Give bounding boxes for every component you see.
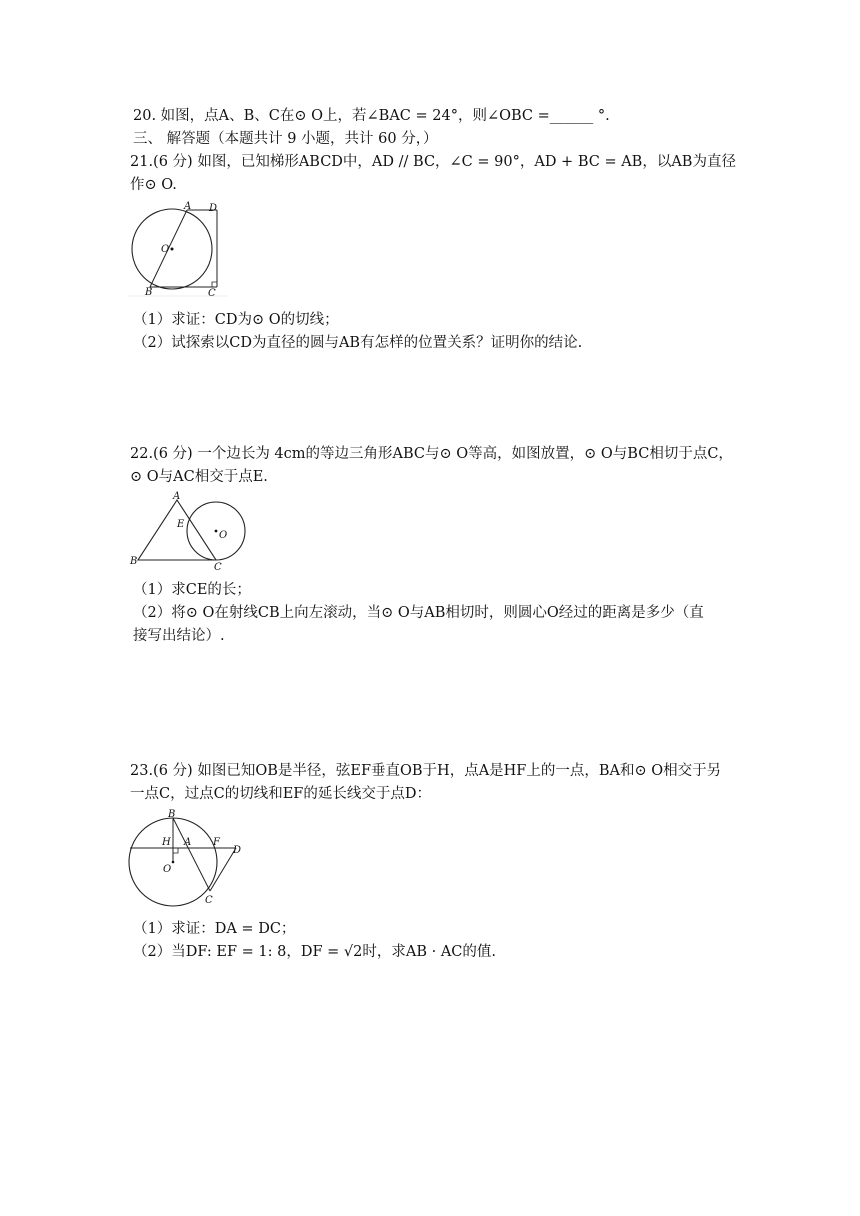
q21-text-line1: 21.(6 分) 如图，已知梯形ABCD中，AD // BC，∠C = 90°，AD + BC = AB，以AB为直径 xyxy=(130,154,736,170)
q22-text-line1: 22.(6 分) 一个边长为 4cm的等边三角形ABC与⊙ O等高，如图放置，⊙ O与BC相切于点C， xyxy=(130,446,733,462)
q23-label-d: D xyxy=(233,845,242,856)
q23-line-bc xyxy=(173,818,210,891)
q20-text: 20. 如图，点A、B、C在⊙ O上，若∠BAC = 24°，则∠OBC =______ °. xyxy=(133,108,610,124)
q22-center-dot xyxy=(215,530,218,533)
q21-right-angle-mark xyxy=(212,282,217,287)
q21-text-line2: 作⊙ O. xyxy=(130,177,177,193)
q23-part1: （1）求证：DA = DC； xyxy=(133,921,296,937)
q23-right-angle-mark xyxy=(173,848,178,853)
section-heading: 三、 解答题（本题共计 9 小题，共计 60 分，） xyxy=(133,131,438,147)
q22-figure xyxy=(128,490,248,572)
q21-label-c: C xyxy=(208,288,216,299)
q23-text-line2: 一点C，过点C的切线和EF的延长线交于点D： xyxy=(130,786,431,802)
q23-label-b: B xyxy=(168,809,176,820)
q23-label-h: H xyxy=(162,837,171,848)
q21-label-a: A xyxy=(184,201,192,212)
q22-part2-line1: （2）将⊙ O在射线CB上向左滚动，当⊙ O与AB相切时，则圆心O经过的距离是多少（直 xyxy=(133,605,704,621)
q23-center-dot xyxy=(172,861,175,864)
q22-triangle-abc xyxy=(138,500,216,560)
q22-label-a: A xyxy=(173,491,181,502)
q23-text-line1: 23.(6 分) 如图已知OB是半径，弦EF垂直OB于H，点A是HF上的一点，BA和⊙ O相交于另 xyxy=(130,763,722,779)
q21-label-o: O xyxy=(161,244,170,255)
q22-label-c: C xyxy=(214,562,222,572)
q21-center-dot xyxy=(171,248,174,251)
q23-label-c: C xyxy=(205,895,213,906)
q22-label-b: B xyxy=(130,556,138,567)
q22-label-e: E xyxy=(177,519,185,530)
q21-label-d: D xyxy=(209,203,218,214)
q23-figure xyxy=(126,806,246,910)
q21-part2: （2）试探索以CD为直径的圆与AB有怎样的位置关系？证明你的结论. xyxy=(133,335,583,351)
q21-figure xyxy=(128,200,228,300)
q22-text-line2: ⊙ O与AC相交于点E. xyxy=(130,469,268,485)
q23-label-a: A xyxy=(184,837,192,848)
q21-part1: （1）求证：CD为⊙ O的切线； xyxy=(133,312,339,328)
q22-label-o: O xyxy=(219,530,228,541)
q22-part1: （1）求CE的长； xyxy=(133,582,251,598)
q23-label-o: O xyxy=(163,864,172,875)
q23-part2: （2）当DF: EF = 1: 8，DF = √2时，求AB · AC的值. xyxy=(133,944,496,960)
q22-part2-line2: 接写出结论）. xyxy=(133,628,225,644)
q21-label-b: B xyxy=(145,287,153,298)
q23-label-f: F xyxy=(213,837,220,848)
